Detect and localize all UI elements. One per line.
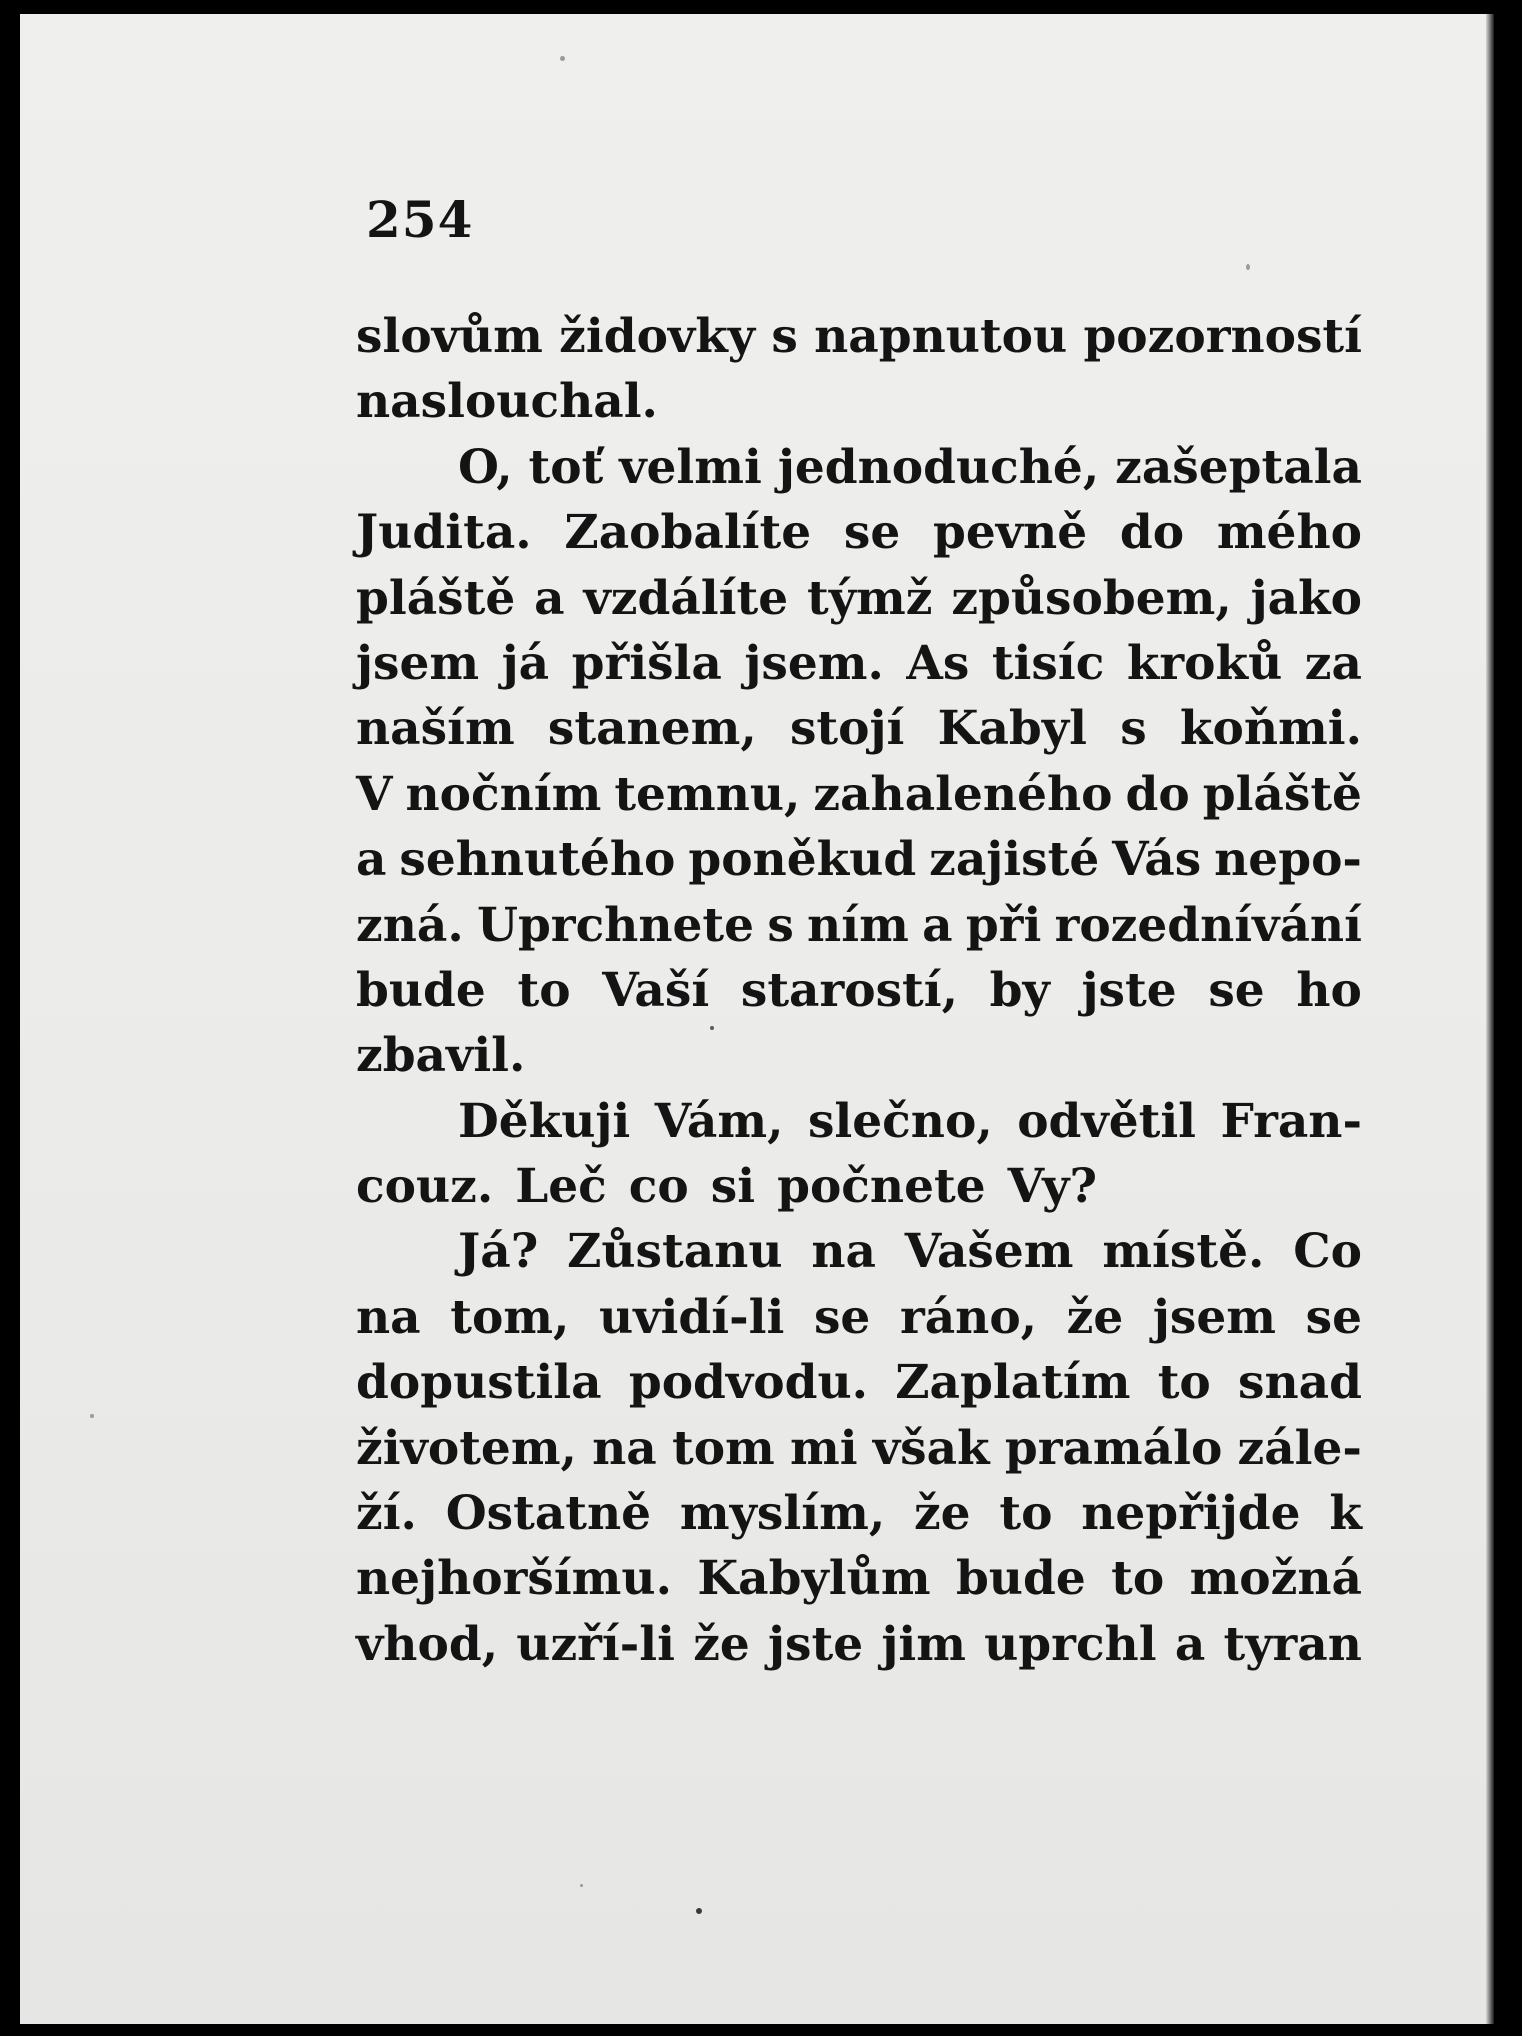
text-line: ží. Ostatně myslím, že to nepřijde k [356,1486,1362,1542]
text-line: naším stanem, stojí Kabyl s koňmi. [356,701,1362,757]
paper-speck [90,1414,94,1418]
text-line: dopustila podvodu. Zaplatím to snad [356,1355,1362,1411]
text-line: nejhoršímu. Kabylům bude to možná [356,1551,1362,1607]
paper-speck [560,56,565,61]
text-line: a sehnutého poněkud zajisté Vás nepo- [356,832,1362,888]
text-line: pláště a vzdálíte týmž způsobem, jako [356,570,1362,626]
text-line: Já? Zůstanu na Vašem místě. Co [458,1224,1362,1280]
text-line: na tom, uvidí-li se ráno, že jsem se [356,1289,1362,1345]
text-line: zbavil. [356,1028,526,1084]
text-line: Judita. Zaobalíte se pevně do mého [356,505,1362,561]
page-edge-shadow [1486,14,1494,2024]
text-line: O, toť velmi jednoduché, zašeptala [458,439,1362,495]
paper-speck [696,1908,702,1914]
book-page [20,14,1494,2024]
text-line: bude to Vaší starostí, by jste se ho [356,962,1362,1018]
text-line: couz. Leč co si počnete Vy? [356,1159,1098,1215]
text-line: vhod, uzří-li že jste jim uprchl a tyran [356,1616,1362,1672]
text-line: V nočním temnu, zahaleného do pláště [356,766,1362,822]
text-line: Děkuji Vám, slečno, odvětil Fran- [458,1093,1362,1149]
text-line: životem, na tom mi však pramálo zále- [356,1420,1362,1476]
text-line: slovům židovky s napnutou pozorností [356,309,1362,364]
text-line: jsem já přišla jsem. As tisíc kroků za [356,635,1362,691]
body-text [356,304,1362,1677]
paper-speck [580,1884,583,1887]
paper-speck [1246,264,1250,270]
page-number: 254 [366,190,474,249]
text-line: naslouchal. [356,374,658,430]
text-line: zná. Uprchnete s ním a při rozednívání [356,897,1362,953]
